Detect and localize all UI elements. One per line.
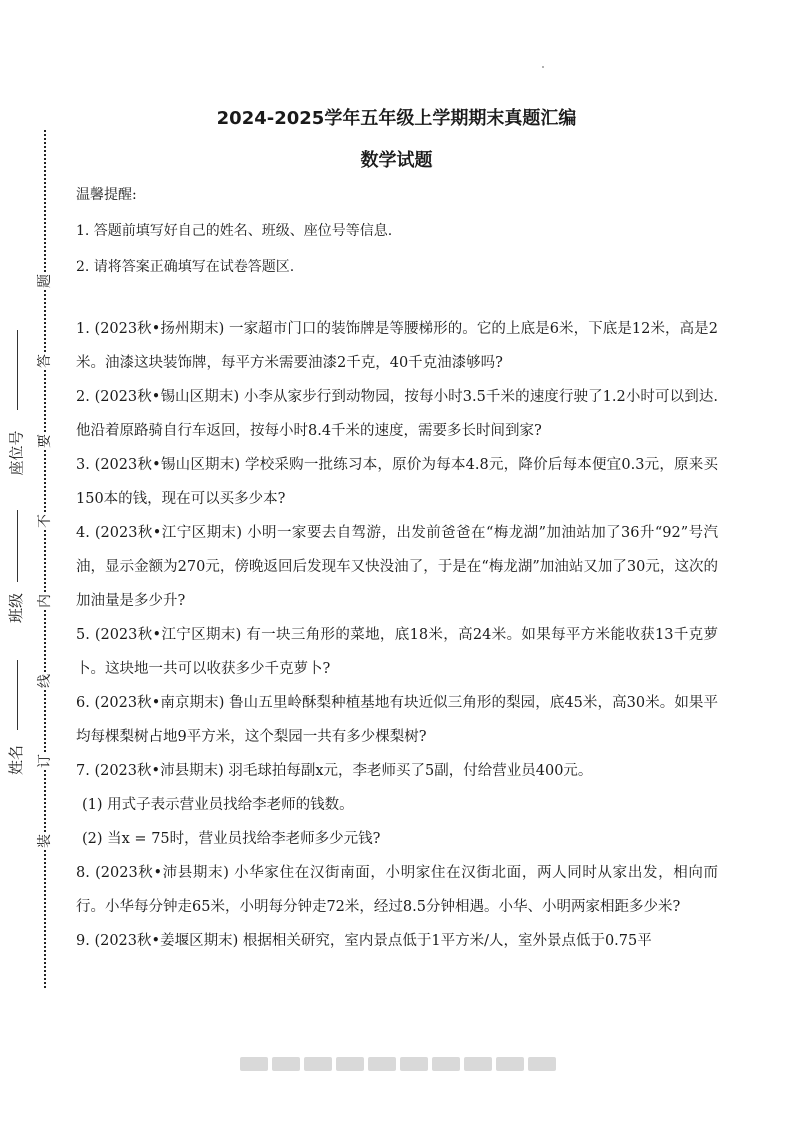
question-item — [76, 856, 718, 924]
question-number: 4. — [76, 525, 90, 541]
seat-number-label: 座位号 — [7, 430, 26, 476]
question-item — [76, 448, 718, 516]
question-source: (2023秋•江宁区期末) — [94, 525, 243, 541]
question-text: 有一块三角形的菜地，底18米，高24米。如果每平方米能收获13千克萝卜。这块地一共可以收获多少千克萝卜? — [76, 627, 719, 677]
question-number: 8. — [76, 865, 90, 881]
binding-char: 内 — [37, 594, 53, 608]
blurred-footer — [240, 1057, 556, 1071]
binding-dotted-line — [44, 130, 46, 988]
binding-char: 答 — [37, 354, 53, 368]
binding-char: 订 — [37, 754, 53, 768]
seat-number-blank[interactable] — [17, 330, 18, 410]
question-text: 羽毛球拍每副x元，李老师买了5副，付给营业员400元。 — [228, 763, 593, 779]
question-source: (2023秋•锡山区期末) — [94, 389, 240, 405]
question-source: (2023秋•姜堰区期末) — [94, 933, 239, 949]
question-item — [76, 312, 718, 380]
sub-question: (2) 当x = 75时，营业员找给李老师多少元钱? — [82, 831, 381, 847]
page-speck — [542, 66, 544, 68]
question-source: (2023秋•锡山区期末) — [94, 457, 241, 473]
question-source: (2023秋•扬州期末) — [94, 321, 225, 337]
question-source: (2023秋•沛县期末) — [94, 763, 224, 779]
question-number: 6. — [76, 695, 90, 711]
question-source: (2023秋•江宁区期末) — [94, 627, 242, 643]
page-title: 2024-2025学年五年级上学期期末真题汇编 — [216, 108, 577, 129]
binding-char: 要 — [37, 434, 53, 448]
name-blank[interactable] — [17, 660, 18, 730]
tips-heading: 温馨提醒: — [76, 187, 137, 203]
tip-item: 2. 请将答案正确填写在试卷答题区. — [76, 259, 295, 275]
tips-section — [76, 184, 716, 292]
name-label: 姓名 — [7, 744, 26, 776]
question-number: 9. — [76, 933, 90, 949]
question-text: 小华家住在汉街南面，小明家住在汉街北面，两人同时从家出发，相向而行。小华每分钟走65米，小明每分钟走72米，经过8.5分钟相遇。小华、小明两家相距多少米? — [76, 865, 719, 915]
class-blank[interactable] — [17, 510, 18, 582]
binding-char: 题 — [37, 274, 53, 288]
question-source: (2023秋•沛县期末) — [95, 865, 229, 881]
question-item — [76, 686, 718, 754]
question-text: 小李从家步行到动物园，按每小时3.5千米的速度行驶了1.2小时可以到达. 他沿着原路骑自行车返回，按每小时8.4千米的速度，需要多长时间到家? — [76, 389, 719, 439]
tip-item: 1. 答题前填写好自己的姓名、班级、座位号等信息. — [76, 223, 393, 239]
question-item — [76, 516, 718, 618]
question-list — [76, 312, 718, 958]
binding-char: 装 — [37, 834, 53, 848]
question-number: 3. — [76, 457, 90, 473]
question-text: 一家超市门口的装饰牌是等腰梯形的。它的上底是6米，下底是12米，高是2米。油漆这块装饰牌，每平方米需要油漆2千克，40千克油漆够吗? — [76, 321, 718, 371]
question-text: 根据相关研究，室内景点低于1平方米/人，室外景点低于0.75平 — [242, 933, 652, 949]
question-number: 7. — [76, 763, 90, 779]
question-text: 小明一家要去自驾游，出发前爸爸在“梅龙湖”加油站加了36升“92”号汽油，显示金额为270元，傍晚返回后发现车又快没油了，于是在“梅龙湖”加油站又加了30元，这次的加油量是多少升? — [76, 525, 718, 609]
question-item — [76, 754, 718, 788]
question-number: 5. — [76, 627, 90, 643]
binding-char: 不 — [37, 514, 53, 528]
binding-char: 线 — [37, 674, 53, 688]
question-number: 1. — [76, 321, 90, 337]
question-item — [76, 924, 718, 958]
question-item — [76, 618, 718, 686]
question-item — [76, 380, 718, 448]
question-text: 鲁山五里岭酥梨种植基地有块近似三角形的梨园，底45米，高30米。如果平均每棵梨树占地9平方米，这个梨园一共有多少棵梨树? — [76, 695, 719, 745]
class-label: 班级 — [7, 592, 26, 624]
page-subtitle: 数学试题 — [360, 150, 433, 171]
question-number: 2. — [76, 389, 90, 405]
question-source: (2023秋•南京期末) — [94, 695, 225, 711]
sub-question: (1) 用式子表示营业员找给李老师的钱数。 — [82, 797, 354, 813]
question-text: 学校采购一批练习本，原价为每本4.8元，降价后每本便宜0.3元，原来买150本的钱，现在可以买多少本? — [76, 457, 718, 507]
